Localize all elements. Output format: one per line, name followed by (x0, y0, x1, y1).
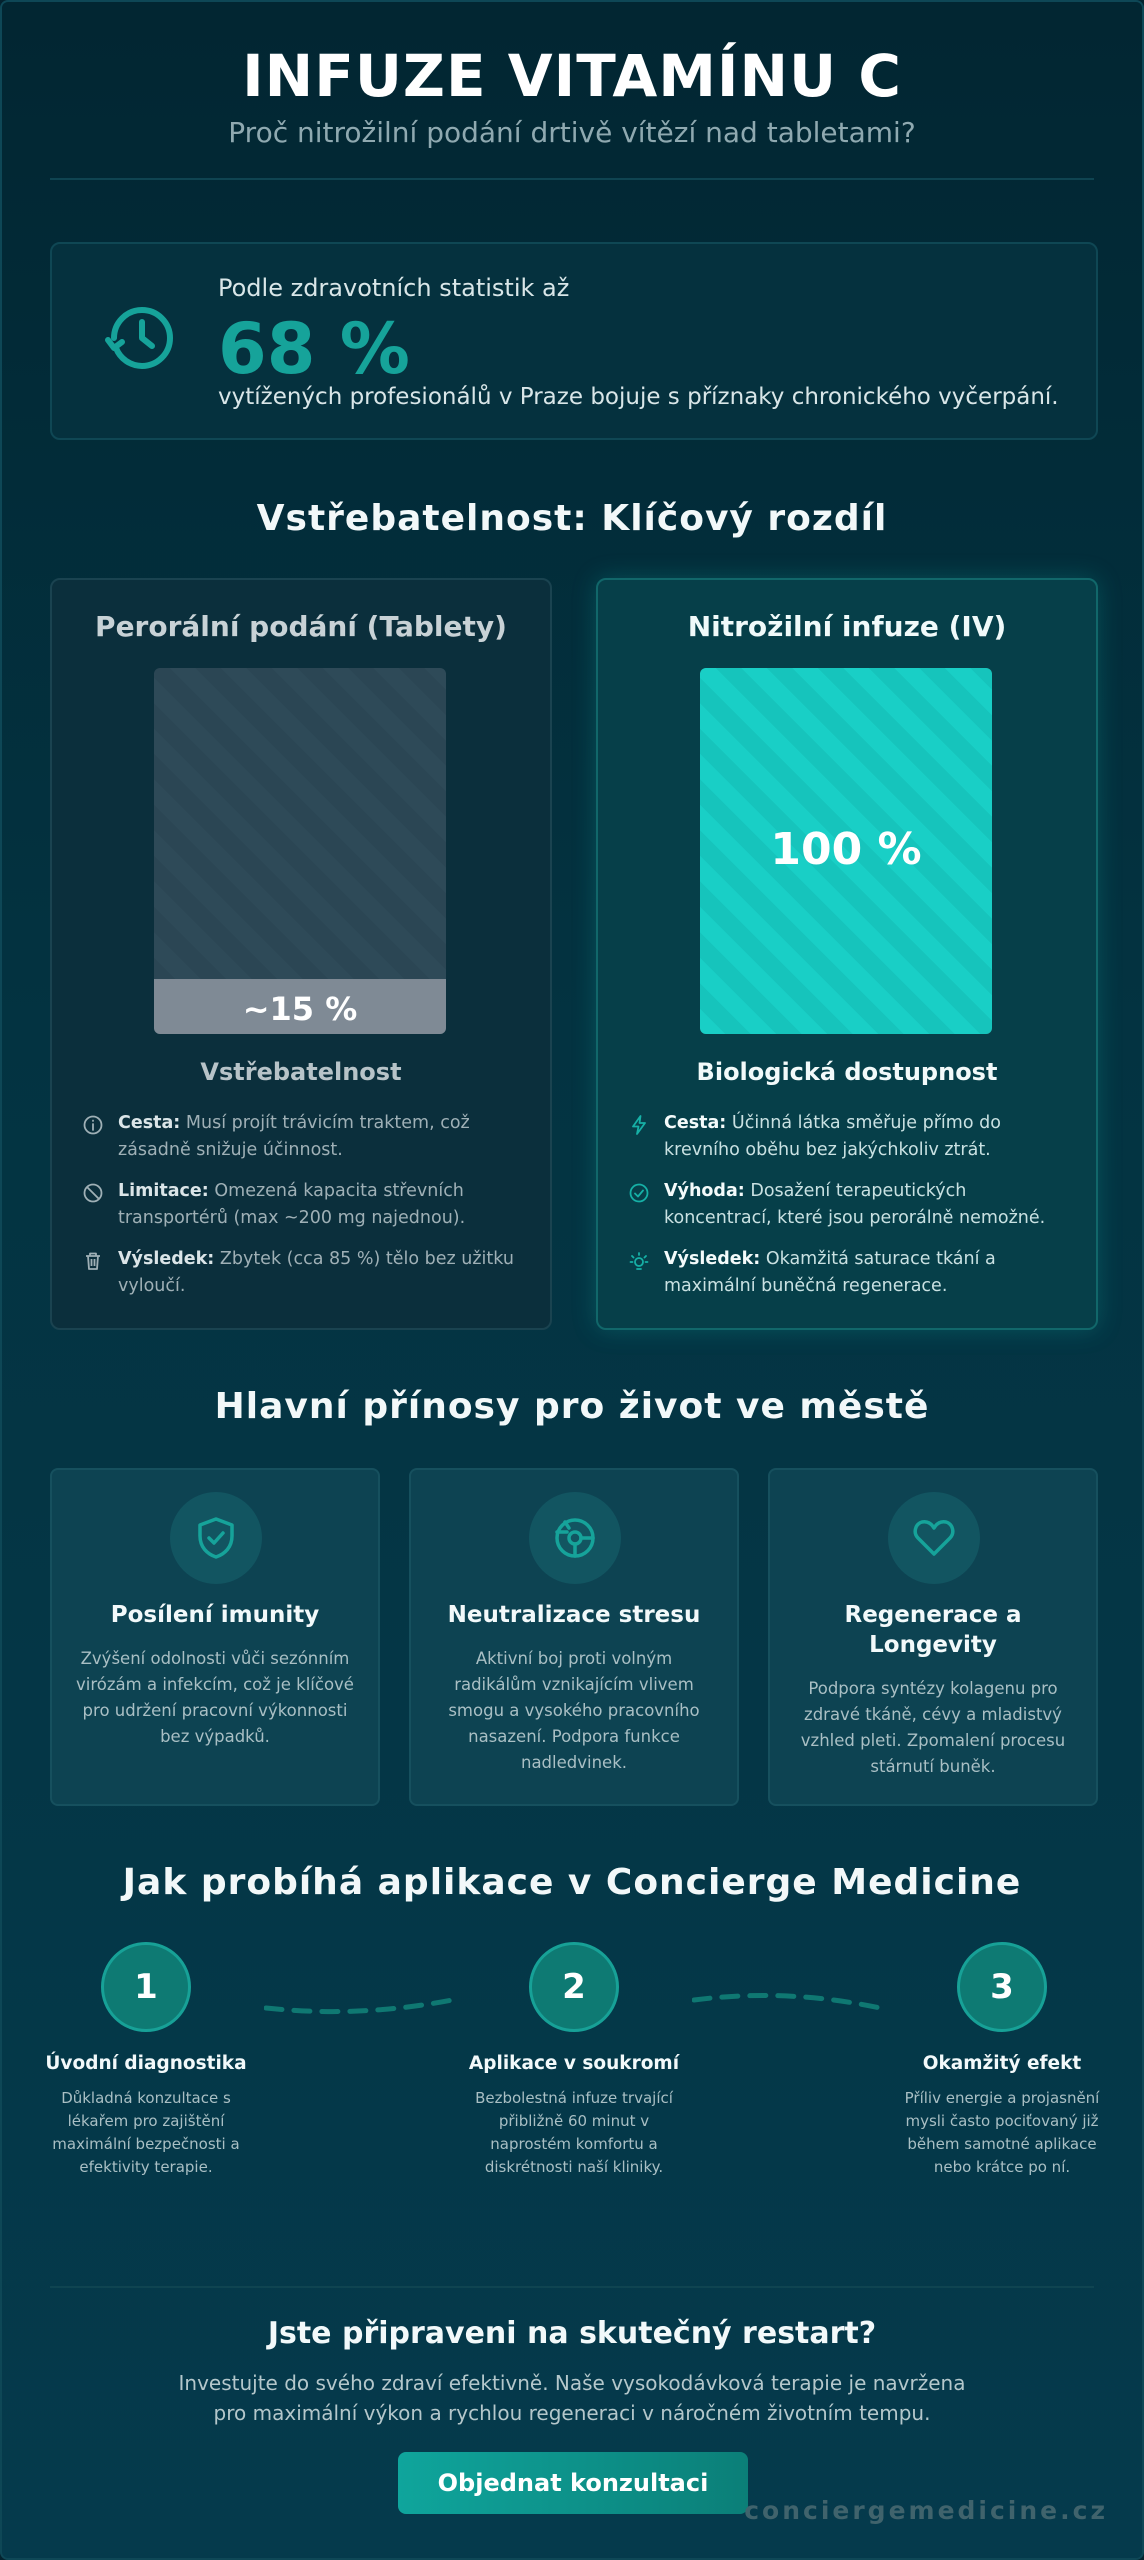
page-title: INFUZE VITAMÍNU C (242, 42, 902, 110)
step-connector (692, 1988, 882, 2018)
iv-card-title: Nitrožilní infuze (IV) (687, 610, 1007, 643)
oral-card-title: Perorální podání (Tablety) (95, 610, 507, 643)
lightning-icon (628, 1114, 650, 1136)
step-title: Okamžitý efekt (922, 2053, 1082, 2074)
oral-absorption-bar (154, 668, 446, 1034)
brain-refresh-icon (551, 1514, 599, 1562)
step-description: Důkladná konzultace s lékařem pro zajištění maximální bezpečnosti a efektivity terapie. (52, 2089, 240, 2176)
point-label: Cesta: (664, 1113, 727, 1133)
heart-icon (910, 1514, 958, 1562)
stat-description: vytížených profesionálů v Praze bojuje s příznaky chronického vyčerpání. (218, 384, 1059, 410)
absorption-heading: Vstřebatelnost: Klíčový rozdíl (256, 498, 888, 539)
oral-point (82, 1110, 532, 1164)
process-step (464, 1942, 684, 2179)
point-label: Limitace: (118, 1181, 209, 1201)
cta-title: Jste připraveni na skutečný restart? (267, 2316, 877, 2351)
check-circle-icon (628, 1182, 650, 1204)
oral-bar-caption: Vstřebatelnost (200, 1058, 402, 1086)
step-title: Aplikace v soukromí (468, 2053, 680, 2074)
trash-icon (82, 1250, 104, 1272)
benefit-description: Aktivní boj proti volným radikálům vznikajícím vlivem smogu a vysokého pracovního nasazení. Podpora funkce nadledvinek. (448, 1649, 700, 1772)
process-heading: Jak probíhá aplikace v Concierge Medicine (122, 1862, 1022, 1903)
benefit-description: Zvýšení odolnosti vůči sezónním virózám a infekcím, což je klíčové pro udržení pracovní výkonnosti bez výpadků. (76, 1649, 354, 1746)
sun-icon (628, 1250, 650, 1272)
step-description: Příliv energie a projasnění mysli často pociťovaný již během samotné aplikace nebo krátce po ní. (904, 2089, 1100, 2176)
benefit-title: Regenerace a Longevity (844, 1602, 1022, 1658)
point-text: Účinná látka směřuje přímo do krevního oběhu bez jakýchkoliv ztrát. (664, 1113, 1001, 1160)
benefit-card (50, 1468, 380, 1806)
benefit-title: Posílení imunity (110, 1602, 320, 1628)
blocked-icon (82, 1182, 104, 1204)
oral-point (82, 1246, 532, 1300)
stat-value: 68 % (218, 308, 410, 390)
process-step (892, 1942, 1112, 2179)
iv-bar-caption: Biologická dostupnost (696, 1058, 998, 1086)
iv-point (628, 1178, 1078, 1232)
stat-banner (50, 242, 1098, 440)
divider (50, 178, 1094, 180)
header (2, 42, 1142, 149)
footer-brand: conciergemedicine.cz (744, 2496, 1108, 2525)
book-consultation-button[interactable]: Objednat konzultaci (398, 2452, 748, 2514)
point-label: Výhoda: (664, 1181, 745, 1201)
iv-point (628, 1110, 1078, 1164)
iv-bar-label: 100 % (770, 824, 922, 875)
oral-point (82, 1178, 532, 1232)
benefit-title: Neutralizace stresu (447, 1602, 701, 1628)
page-subtitle: Proč nitrožilní podání drtivě vítězí nad tabletami? (228, 116, 916, 149)
clock-refresh-icon (104, 300, 180, 376)
point-label: Výsledek: (664, 1249, 761, 1269)
benefit-card (768, 1468, 1098, 1806)
iv-bioavailability-bar (700, 668, 992, 1034)
step-number: 2 (529, 1942, 619, 2032)
point-text: Okamžitá saturace tkání a maximální buněčná regenerace. (664, 1249, 996, 1296)
oral-bar-label: ~15 % (242, 990, 358, 1028)
benefit-description: Podpora syntézy kolagenu pro zdravé tkáně, cévy a mladistvý vzhled pleti. Zpomalení procesu stárnutí buněk. (800, 1679, 1066, 1776)
point-text: Omezená kapacita střevních transportérů (max ~200 mg najednou). (118, 1181, 466, 1228)
cta-text: Investujte do svého zdraví efektivně. Naše vysokodávková terapie je navržena pro maximální výkon a rychlou regeneraci v náročném životním tempu. (178, 2371, 966, 2425)
benefit-card (409, 1468, 739, 1806)
step-connector (264, 1988, 454, 2018)
benefits-heading: Hlavní přínosy pro život ve městě (214, 1386, 930, 1427)
point-text: Musí projít trávicím traktem, což zásadně snižuje účinnost. (118, 1113, 470, 1160)
info-icon (82, 1114, 104, 1136)
point-label: Výsledek: (118, 1249, 215, 1269)
step-description: Bezbolestná infuze trvající přibližně 60 minut v naprostém komfortu a diskrétnosti naší kliniky. (475, 2089, 673, 2176)
stat-intro: Podle zdravotních statistik až (218, 274, 570, 302)
iv-card (596, 578, 1098, 1330)
step-number: 1 (101, 1942, 191, 2032)
process-step (36, 1942, 256, 2179)
step-title: Úvodní diagnostika (45, 2053, 247, 2074)
divider (50, 2286, 1094, 2288)
point-text: Dosažení terapeutických koncentrací, které jsou perorálně nemožné. (664, 1181, 1046, 1228)
shield-check-icon (192, 1514, 240, 1562)
point-label: Cesta: (118, 1113, 181, 1133)
step-number: 3 (957, 1942, 1047, 2032)
point-text: Zbytek (cca 85 %) tělo bez užitku vyloučí. (118, 1249, 514, 1296)
iv-point (628, 1246, 1078, 1300)
oral-card (50, 578, 552, 1330)
